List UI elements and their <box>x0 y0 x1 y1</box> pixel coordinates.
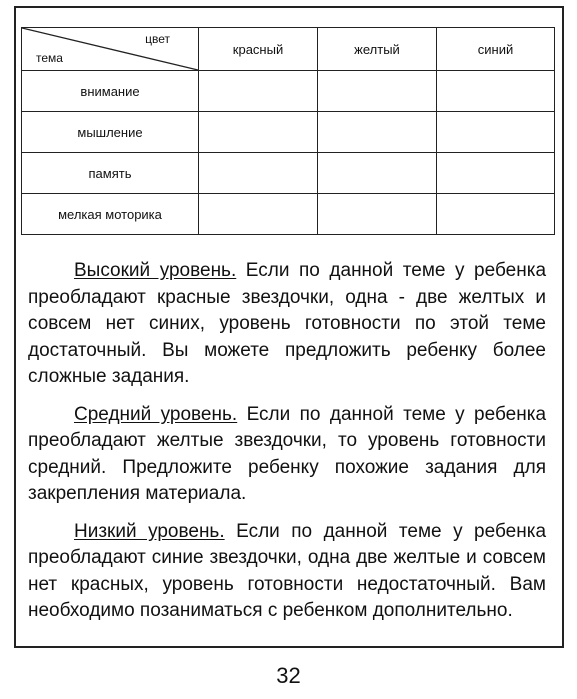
table-row <box>22 194 555 235</box>
table-cell <box>437 194 555 235</box>
paragraph-text: Если по данной теме у ребенка преобладают синие звездочки, одна две желтые и совсем нет красных, уровень готовности недостаточный. Вам необходимо позаниматься с ребенком дополнительно. <box>28 520 547 621</box>
table-cell <box>318 153 437 194</box>
table-cell <box>318 194 437 235</box>
table-cell <box>318 71 437 112</box>
table-cell <box>318 112 437 153</box>
table-row <box>22 71 555 112</box>
column-header-red: красный <box>199 28 318 71</box>
row-label-attention: внимание <box>22 71 199 112</box>
paragraph-low-level <box>28 519 546 625</box>
table-cell <box>199 71 318 112</box>
table-cell <box>199 153 318 194</box>
table-row <box>22 153 555 194</box>
page-number: 32 <box>276 663 301 688</box>
corner-label-color: цвет <box>145 32 170 46</box>
level-heading-medium: Средний уровень. <box>74 403 238 425</box>
row-label-fine-motor: мелкая моторика <box>22 194 199 235</box>
row-label-memory: память <box>22 153 199 194</box>
table-cell <box>199 194 318 235</box>
table-cell <box>437 153 555 194</box>
corner-label-topic: тема <box>36 51 63 65</box>
paragraph-text: Если по данной теме у ребенка преобладают желтые звездочки, то уровень готовности средний. Предложите ребенку похожие задания для закрепления материала. <box>28 403 547 504</box>
paragraph-high-level <box>28 258 546 391</box>
paragraph-medium-level <box>28 402 546 508</box>
table-cell <box>437 112 555 153</box>
level-heading-high: Высокий уровень. <box>74 260 237 281</box>
table-header-row <box>22 28 555 71</box>
row-label-thinking: мышление <box>22 112 199 153</box>
level-descriptions <box>28 258 546 636</box>
table-cell <box>199 112 318 153</box>
table-corner-cell <box>22 28 199 71</box>
column-header-yellow: желтый <box>318 28 437 71</box>
level-heading-low: Низкий уровень. <box>74 520 225 542</box>
table-cell <box>437 71 555 112</box>
table-row <box>22 112 555 153</box>
column-header-blue: синий <box>437 28 555 71</box>
assessment-table <box>21 27 555 235</box>
paragraph-text: Если по данной теме у ребенка преобладают красные звездочки, одна - две желтых и совсем нет синих, уровень готовности по этой теме достаточный. Вы можете предложить ребенку более сложные задания. <box>28 260 547 387</box>
